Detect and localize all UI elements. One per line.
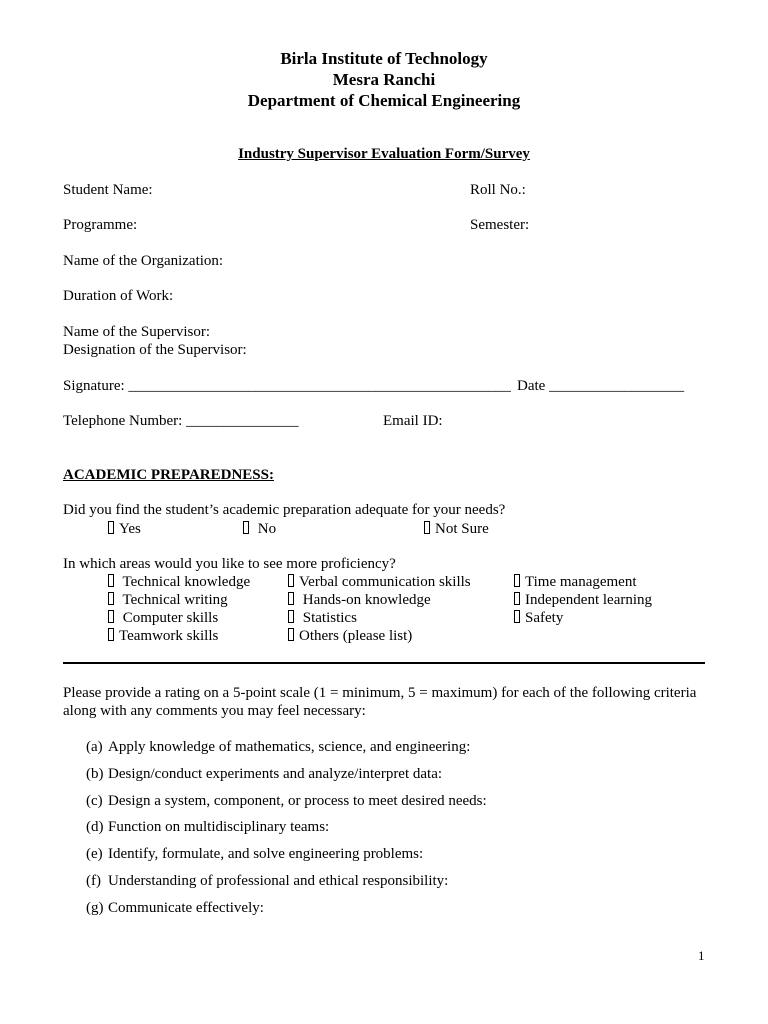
criterion-text: Communicate effectively: xyxy=(108,900,264,916)
criterion-item xyxy=(86,899,264,917)
criterion-text: Design a system, component, or process to meet desired needs: xyxy=(108,793,487,809)
supervisor-designation-field: Designation of the Supervisor: xyxy=(63,342,247,358)
duration-field: Duration of Work: xyxy=(63,288,174,304)
criterion-item xyxy=(86,872,448,890)
area-safety-checkbox[interactable]: Safety xyxy=(514,609,563,627)
criterion-text: Understanding of professional and ethical responsibility: xyxy=(108,873,449,889)
signature-field: Signature: ___________________________________________________ xyxy=(63,378,511,394)
question-academic-preparation: Did you find the student’s academic preparation adequate for your needs? xyxy=(63,502,506,518)
option-yes-checkbox[interactable]: Yes xyxy=(108,520,141,538)
programme-field: Programme: xyxy=(63,217,138,233)
semester-field: Semester: xyxy=(470,217,530,233)
criterion-label: (g) xyxy=(86,900,104,916)
department-name: Department of Chemical Engineering xyxy=(247,91,521,110)
section-divider xyxy=(63,662,705,664)
date-field: Date __________________ xyxy=(517,378,685,394)
area-technical-writing-checkbox[interactable]: Technical writing xyxy=(108,591,228,609)
supervisor-name-field: Name of the Supervisor: xyxy=(63,324,211,340)
area-hands-on-knowledge-checkbox[interactable]: Hands-on knowledge xyxy=(288,591,431,609)
criterion-text: Identify, formulate, and solve engineering problems: xyxy=(108,846,424,862)
organization-field: Name of the Organization: xyxy=(63,253,224,269)
rating-instruction-line1: Please provide a rating on a 5-point scale (1 = minimum, 5 = maximum) for each of the following criteria xyxy=(63,685,697,701)
area-teamwork-skills-checkbox[interactable]: Teamwork skills xyxy=(108,627,218,645)
criterion-text: Apply knowledge of mathematics, science, and engineering: xyxy=(108,739,471,755)
criterion-item xyxy=(86,765,442,783)
criterion-label: (c) xyxy=(86,793,103,809)
option-no-checkbox[interactable]: No xyxy=(243,520,276,538)
criterion-item xyxy=(86,738,470,756)
institute-location: Mesra Ranchi xyxy=(332,70,436,89)
email-field: Email ID: xyxy=(383,413,443,429)
criterion-item xyxy=(86,845,423,863)
rating-instruction-line2: along with any comments you may feel necessary: xyxy=(63,703,366,719)
page-number: 1 xyxy=(698,948,705,963)
criterion-text: Function on multidisciplinary teams: xyxy=(108,819,330,835)
academic-preparedness-heading: ACADEMIC PREPAREDNESS: xyxy=(63,467,274,483)
form-title: Industry Supervisor Evaluation Form/Survey xyxy=(238,146,530,162)
area-time-management-checkbox[interactable]: Time management xyxy=(514,573,637,591)
criterion-label: (e) xyxy=(86,846,103,862)
question-proficiency-areas: In which areas would you like to see more proficiency? xyxy=(63,556,396,572)
criterion-label: (d) xyxy=(86,819,104,835)
area-statistics-checkbox[interactable]: Statistics xyxy=(288,609,357,627)
criterion-label: (b) xyxy=(86,766,104,782)
area-computer-skills-checkbox[interactable]: Computer skills xyxy=(108,609,218,627)
telephone-field: Telephone Number: _______________ xyxy=(63,413,299,429)
criterion-label: (f) xyxy=(86,873,101,889)
institute-name: Birla Institute of Technology xyxy=(280,49,488,68)
area-technical-knowledge-checkbox[interactable]: Technical knowledge xyxy=(108,573,250,591)
student-name-field: Student Name: xyxy=(63,182,153,198)
criterion-item xyxy=(86,818,329,836)
criterion-item xyxy=(86,792,487,810)
area-independent-learning-checkbox[interactable]: Independent learning xyxy=(514,591,652,609)
criterion-text: Design/conduct experiments and analyze/interpret data: xyxy=(108,766,443,782)
area-verbal-communication-checkbox[interactable]: Verbal communication skills xyxy=(288,573,471,591)
criterion-label: (a) xyxy=(86,739,103,755)
roll-no-field: Roll No.: xyxy=(470,182,526,198)
area-others-checkbox[interactable]: Others (please list) xyxy=(288,627,412,645)
option-not-sure-checkbox[interactable]: Not Sure xyxy=(424,520,489,538)
